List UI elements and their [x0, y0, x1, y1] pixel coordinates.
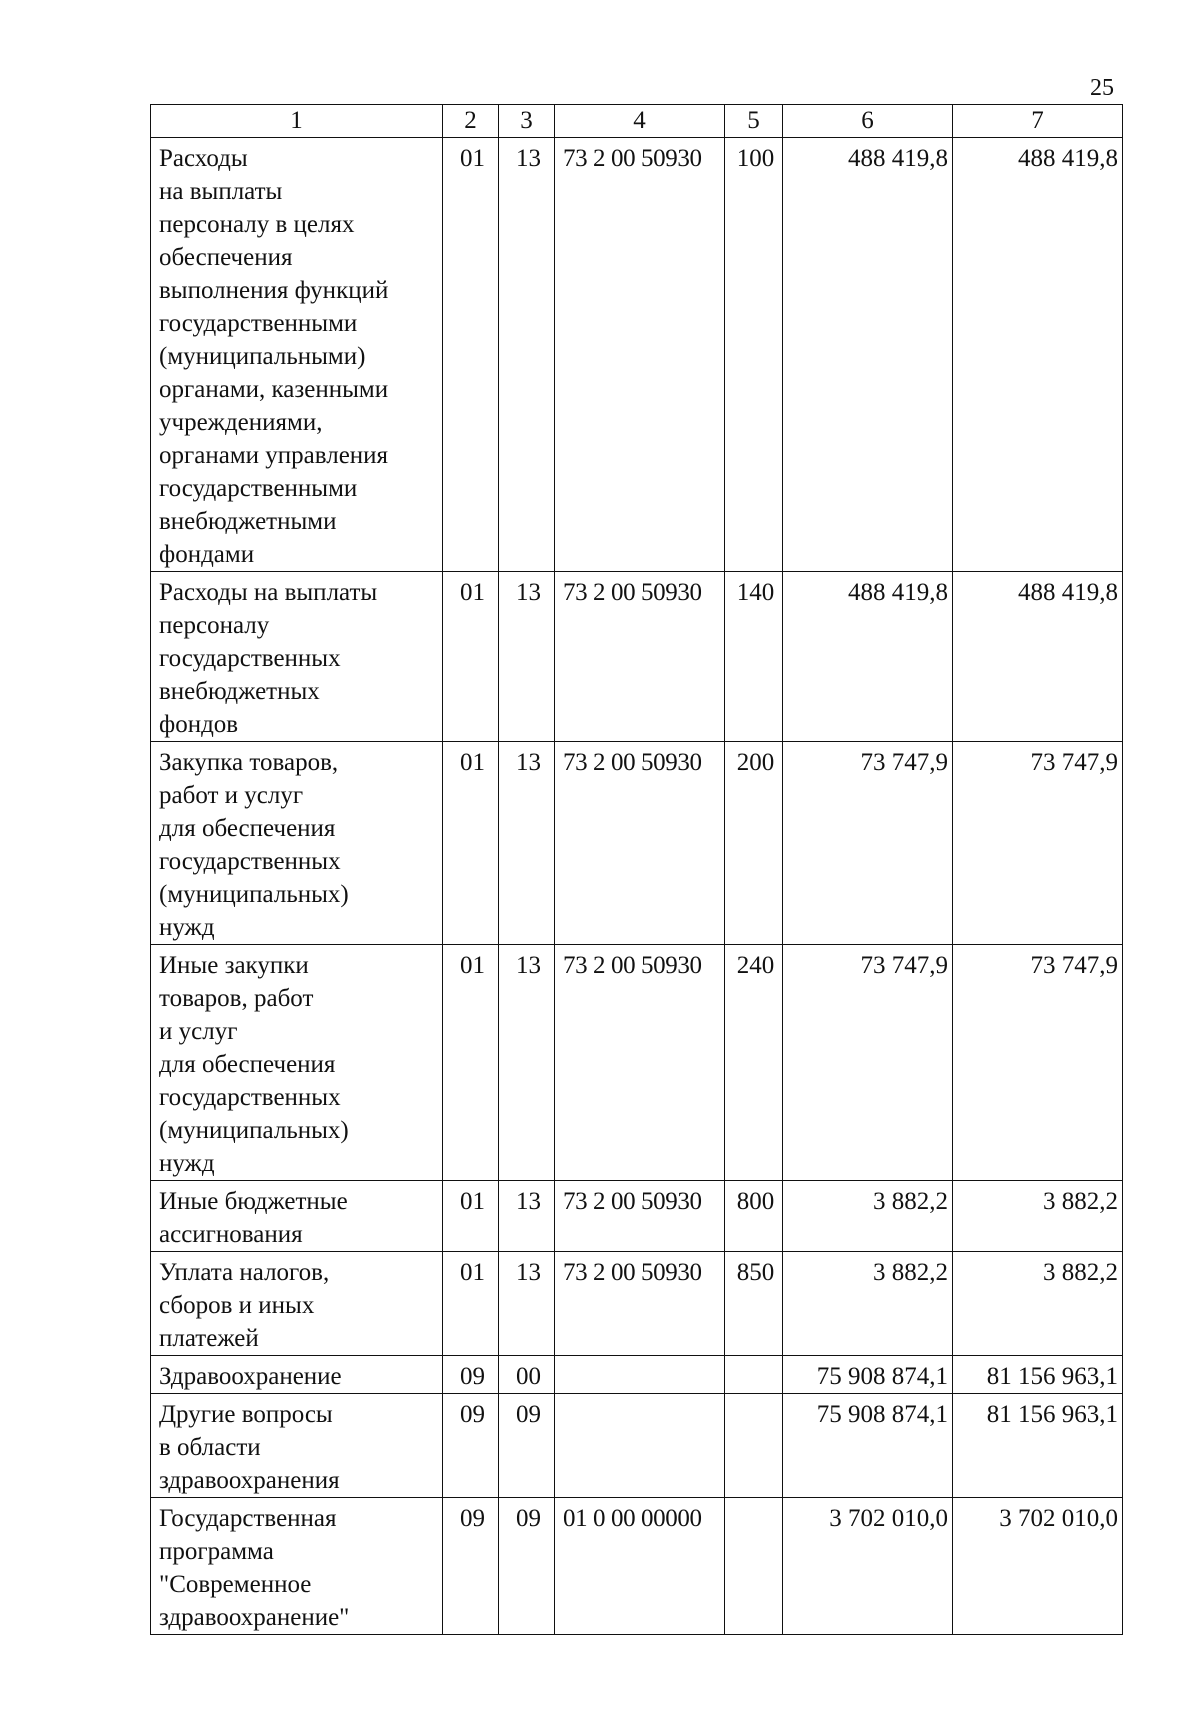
amount-column-7: 73 747,9	[953, 742, 1123, 945]
page-number: 25	[1090, 75, 1114, 101]
subsection-code: 13	[499, 945, 555, 1181]
subsection-code: 00	[499, 1356, 555, 1394]
amount-column-7: 81 156 963,1	[953, 1394, 1123, 1498]
section-code: 01	[443, 742, 499, 945]
amount-column-7: 3 882,2	[953, 1181, 1123, 1252]
subsection-code: 13	[499, 1252, 555, 1356]
target-article-code	[555, 1356, 725, 1394]
section-code: 01	[443, 138, 499, 572]
section-code: 01	[443, 572, 499, 742]
row-name: Государственная программа "Современное здравоохранение"	[151, 1498, 443, 1635]
amount-column-7: 488 419,8	[953, 572, 1123, 742]
table-header-row	[151, 105, 1123, 138]
amount-column-6: 3 882,2	[783, 1181, 953, 1252]
amount-column-7: 488 419,8	[953, 138, 1123, 572]
row-name: Расходы на выплаты персоналу в целях обеспечения выполнения функций государственными (муниципальными) органами, казенными учреждениями, органами управления государственными внебюджетными фондами	[151, 138, 443, 572]
amount-column-6: 73 747,9	[783, 742, 953, 945]
target-article-code: 73 2 00 50930	[555, 1181, 725, 1252]
table-row	[151, 138, 1123, 572]
target-article-code: 73 2 00 50930	[555, 742, 725, 945]
expense-type-code: 850	[725, 1252, 783, 1356]
subsection-code: 13	[499, 742, 555, 945]
subsection-code: 13	[499, 138, 555, 572]
target-article-code: 73 2 00 50930	[555, 572, 725, 742]
expense-type-code	[725, 1394, 783, 1498]
table-row	[151, 1252, 1123, 1356]
amount-column-7: 3 882,2	[953, 1252, 1123, 1356]
expense-type-code: 200	[725, 742, 783, 945]
amount-column-6: 3 882,2	[783, 1252, 953, 1356]
amount-column-7: 3 702 010,0	[953, 1498, 1123, 1635]
column-header: 1	[151, 105, 443, 138]
row-name: Здравоохранение	[151, 1356, 443, 1394]
expense-type-code: 240	[725, 945, 783, 1181]
expense-type-code	[725, 1356, 783, 1394]
column-header: 3	[499, 105, 555, 138]
column-header: 2	[443, 105, 499, 138]
section-code: 01	[443, 945, 499, 1181]
target-article-code: 73 2 00 50930	[555, 138, 725, 572]
column-header: 6	[783, 105, 953, 138]
row-name: Другие вопросы в области здравоохранения	[151, 1394, 443, 1498]
amount-column-6: 488 419,8	[783, 138, 953, 572]
section-code: 09	[443, 1356, 499, 1394]
row-name: Иные бюджетные ассигнования	[151, 1181, 443, 1252]
table-row	[151, 945, 1123, 1181]
amount-column-6: 3 702 010,0	[783, 1498, 953, 1635]
column-header: 7	[953, 105, 1123, 138]
subsection-code: 13	[499, 1181, 555, 1252]
row-name: Уплата налогов, сборов и иных платежей	[151, 1252, 443, 1356]
row-name: Расходы на выплаты персоналу государственных внебюджетных фондов	[151, 572, 443, 742]
table-row	[151, 1498, 1123, 1635]
amount-column-6: 75 908 874,1	[783, 1394, 953, 1498]
section-code: 09	[443, 1498, 499, 1635]
table-row	[151, 742, 1123, 945]
target-article-code: 73 2 00 50930	[555, 1252, 725, 1356]
row-name: Иные закупки товаров, работ и услуг для обеспечения государственных (муниципальных) нужд	[151, 945, 443, 1181]
amount-column-6: 75 908 874,1	[783, 1356, 953, 1394]
budget-table	[150, 104, 1123, 1635]
target-article-code: 01 0 00 00000	[555, 1498, 725, 1635]
subsection-code: 09	[499, 1498, 555, 1635]
amount-column-7: 81 156 963,1	[953, 1356, 1123, 1394]
amount-column-6: 488 419,8	[783, 572, 953, 742]
row-name: Закупка товаров, работ и услуг для обеспечения государственных (муниципальных) нужд	[151, 742, 443, 945]
section-code: 09	[443, 1394, 499, 1498]
section-code: 01	[443, 1252, 499, 1356]
expense-type-code: 100	[725, 138, 783, 572]
expense-type-code: 140	[725, 572, 783, 742]
table-row	[151, 1356, 1123, 1394]
subsection-code: 09	[499, 1394, 555, 1498]
column-header: 5	[725, 105, 783, 138]
table-row	[151, 572, 1123, 742]
subsection-code: 13	[499, 572, 555, 742]
target-article-code: 73 2 00 50930	[555, 945, 725, 1181]
expense-type-code: 800	[725, 1181, 783, 1252]
amount-column-6: 73 747,9	[783, 945, 953, 1181]
column-header: 4	[555, 105, 725, 138]
table-row	[151, 1394, 1123, 1498]
target-article-code	[555, 1394, 725, 1498]
section-code: 01	[443, 1181, 499, 1252]
table-row	[151, 1181, 1123, 1252]
amount-column-7: 73 747,9	[953, 945, 1123, 1181]
expense-type-code	[725, 1498, 783, 1635]
